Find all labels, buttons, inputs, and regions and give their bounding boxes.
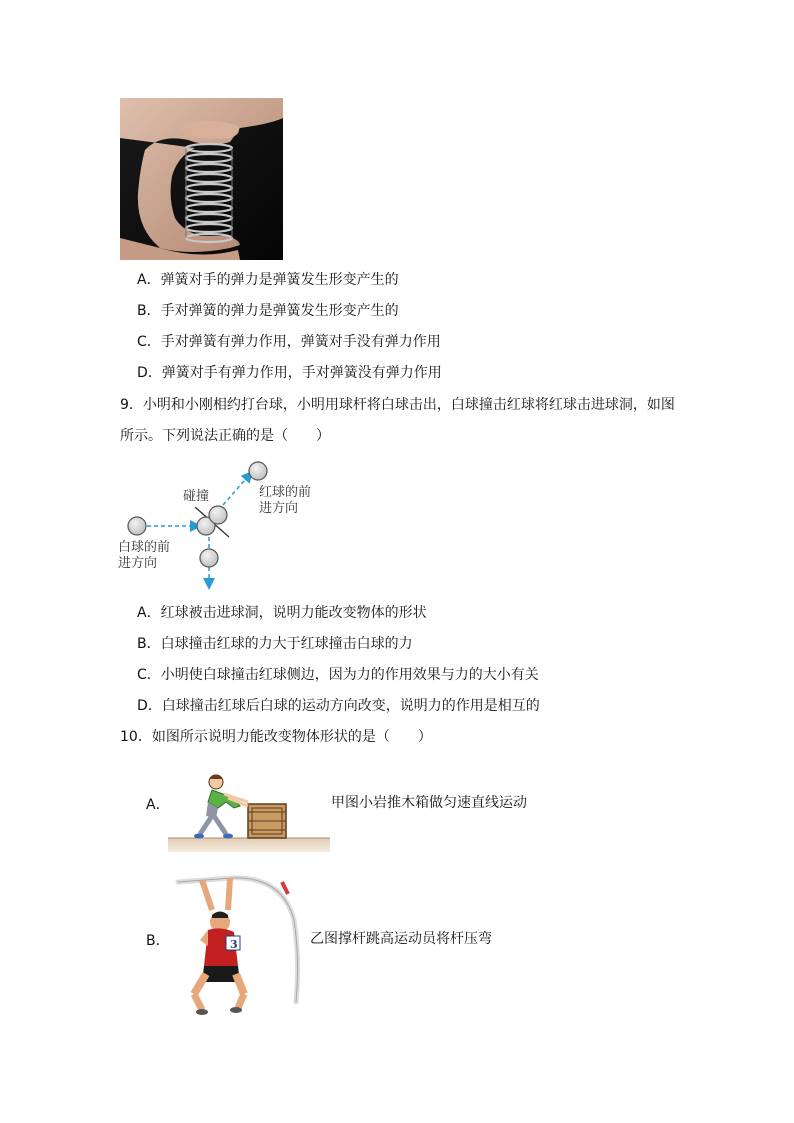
boy-pushing-box-image — [168, 768, 330, 852]
red-ball-collision — [209, 506, 227, 524]
q9-option-c: C．小明使白球撞击红球侧边，因为力的作用效果与力的大小有关 — [137, 667, 539, 683]
q8-option-d: D．弹簧对手有弹力作用，手对弹簧没有弹力作用 — [137, 365, 442, 381]
q10-option-b-text: 乙图撑杆跳高运动员将杆压弯 — [310, 931, 492, 947]
red-ball-path — [223, 473, 251, 505]
q9-option-a: A．红球被击进球洞，说明力能改变物体的形状 — [137, 605, 427, 621]
white-direction-label-1: 白球的前 — [118, 540, 171, 555]
q8-option-b: B．手对弹簧的弹力是弹簧发生形变产生的 — [137, 303, 399, 319]
q8-option-a: A．弹簧对手的弹力是弹簧发生形变产生的 — [137, 272, 399, 288]
billiard-diagram — [115, 455, 325, 595]
boy-figure — [194, 775, 248, 839]
collision-label: 碰撞 — [183, 489, 210, 504]
q10-option-b-label: B． — [146, 933, 170, 949]
q9-option-d: D．白球撞击红球后白球的运动方向改变，说明力的作用是相互的 — [137, 698, 540, 714]
red-direction-label-1: 红球的前 — [259, 485, 312, 500]
spring-photo — [120, 98, 283, 260]
red-direction-label-2: 进方向 — [259, 501, 299, 516]
athlete-figure — [194, 878, 244, 1015]
q10-option-a-text: 甲图小岩推木箱做匀速直线运动 — [331, 795, 527, 811]
wooden-box — [248, 804, 286, 838]
red-ball-end — [249, 462, 267, 480]
q10-option-a-label: A． — [146, 797, 170, 813]
pole-vaulter-image — [172, 870, 308, 1016]
white-ball-start — [128, 517, 146, 535]
white-direction-label-2: 进方向 — [118, 556, 158, 571]
jersey-number: 3 — [230, 938, 238, 951]
q8-option-c: C．手对弹簧有弹力作用，弹簧对手没有弹力作用 — [137, 334, 441, 350]
q9-option-b: B．白球撞击红球的力大于红球撞击白球的力 — [137, 636, 413, 652]
white-ball-end — [200, 549, 218, 567]
q9-stem-line1: 9．小明和小刚相约打台球，小明用球杆将白球击出，白球撞击红球将红球击进球洞，如图 — [120, 397, 675, 413]
q9-stem-line2: 所示。下列说法正确的是（ ） — [120, 428, 330, 444]
q10-stem: 10．如图所示说明力能改变物体形状的是（ ） — [120, 729, 432, 745]
